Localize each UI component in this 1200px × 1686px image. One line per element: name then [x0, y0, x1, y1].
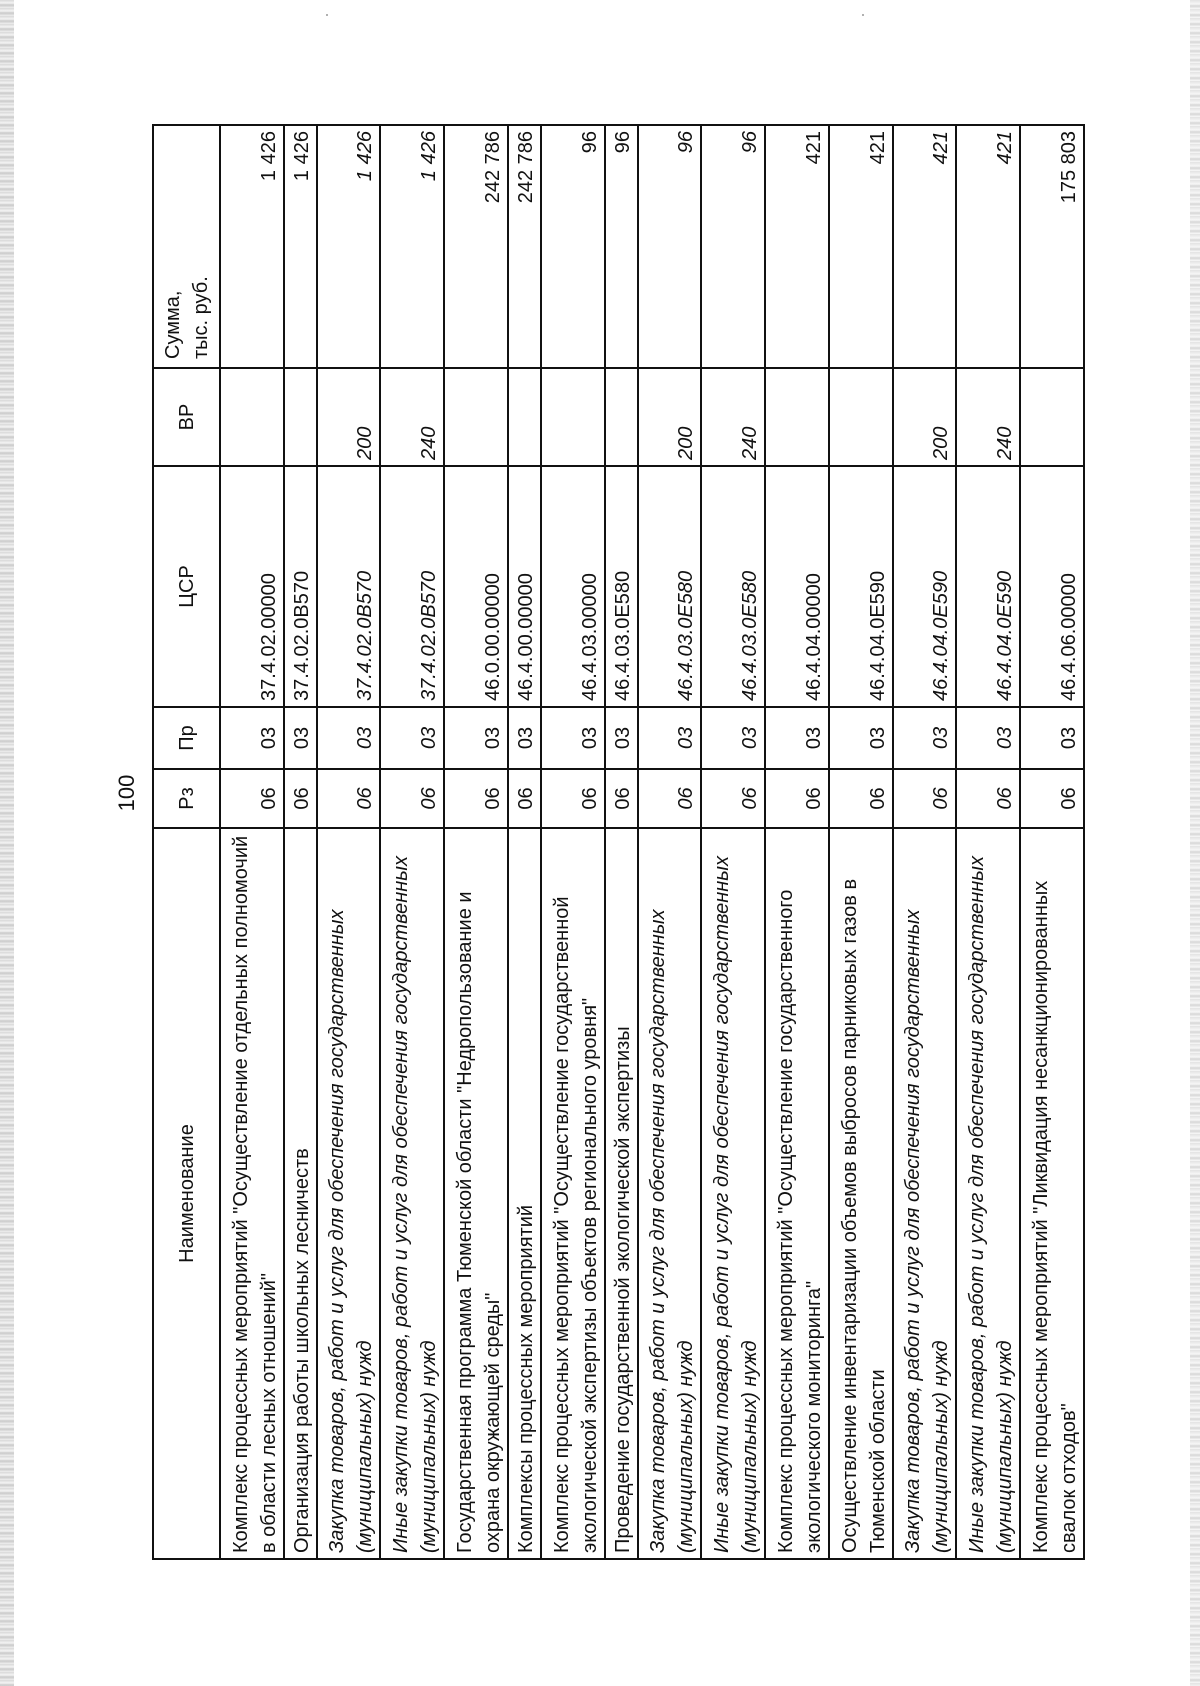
row-csr-cell: 46.0.00.00000 [444, 466, 508, 707]
table-body [220, 125, 1084, 1559]
row-csr-cell: 37.4.02.0В570 [317, 466, 381, 707]
scan-edge-left [0, 0, 14, 1686]
table-row [220, 125, 284, 1559]
row-name-cell: Иные закупки товаров, работ и услуг для обеспечения государственных (муниципальных) нужд [956, 828, 1020, 1559]
header-pr: Пр [153, 707, 220, 769]
table-row [380, 125, 444, 1559]
row-name-cell: Закупка товаров, работ и услуг для обеспечения государственных (муниципальных) нужд [893, 828, 957, 1559]
row-rz-cell: 06 [444, 769, 508, 828]
row-csr-cell: 46.4.00.00000 [508, 466, 541, 707]
row-rz-cell: 06 [605, 769, 638, 828]
table-row [317, 125, 381, 1559]
budget-table [152, 124, 1085, 1560]
row-name-cell: Закупка товаров, работ и услуг для обеспечения государственных (муниципальных) нужд [638, 828, 702, 1559]
row-pr-cell: 03 [956, 707, 1020, 769]
header-csr: ЦСР [153, 466, 220, 707]
row-vr-cell [220, 368, 284, 466]
row-vr-cell [1020, 368, 1084, 466]
header-rz: Рз [153, 769, 220, 828]
row-rz-cell: 06 [829, 769, 893, 828]
row-sum-cell: 421 [956, 125, 1020, 368]
row-name-cell: Комплексы процессных мероприятий [508, 828, 541, 1559]
row-name-cell: Государственная программа Тюменской области "Недропользование и охрана окружающей среды" [444, 828, 508, 1559]
row-sum-cell: 242 786 [508, 125, 541, 368]
row-rz-cell: 06 [638, 769, 702, 828]
header-sum-line2: тыс. руб. [189, 276, 212, 359]
row-sum-cell: 175 803 [1020, 125, 1084, 368]
row-vr-cell: 240 [701, 368, 765, 466]
row-sum-cell: 421 [765, 125, 829, 368]
table-row [701, 125, 765, 1559]
row-vr-cell: 240 [956, 368, 1020, 466]
page-number: 100 [114, 774, 139, 812]
row-csr-cell: 46.4.03.0Е580 [605, 466, 638, 707]
row-csr-cell: 37.4.02.0В570 [380, 466, 444, 707]
row-pr-cell: 03 [638, 707, 702, 769]
row-name-cell: Комплекс процессных мероприятий "Осуществление отдельных полномочий в области лесных отношений" [220, 828, 284, 1559]
row-pr-cell: 03 [829, 707, 893, 769]
scan-edge-right [1190, 0, 1200, 1686]
row-csr-cell: 46.4.03.00000 [541, 466, 605, 707]
row-sum-cell: 421 [893, 125, 957, 368]
row-name-cell: Осуществление инвентаризации объемов выбросов парниковых газов в Тюменской области [829, 828, 893, 1559]
row-vr-cell [508, 368, 541, 466]
row-vr-cell [284, 368, 317, 466]
row-pr-cell: 03 [317, 707, 381, 769]
header-vr: ВР [153, 368, 220, 466]
row-name-cell: Комплекс процессных мероприятий "Осуществление государственной экологической экспертизы объектов регионального уровня" [541, 828, 605, 1559]
row-sum-cell: 1 426 [284, 125, 317, 368]
row-vr-cell [765, 368, 829, 466]
row-csr-cell: 46.4.04.0Е590 [956, 466, 1020, 707]
row-sum-cell: 421 [829, 125, 893, 368]
header-sum-line1: Сумма, [161, 290, 184, 359]
row-sum-cell: 96 [701, 125, 765, 368]
row-csr-cell: 46.4.04.0Е590 [893, 466, 957, 707]
row-rz-cell: 06 [317, 769, 381, 828]
table-row [508, 125, 541, 1559]
row-vr-cell: 200 [317, 368, 381, 466]
row-pr-cell: 03 [380, 707, 444, 769]
table-row [956, 125, 1020, 1559]
table-row [893, 125, 957, 1559]
row-vr-cell [541, 368, 605, 466]
row-pr-cell: 03 [701, 707, 765, 769]
header-name: Наименование [153, 828, 220, 1559]
scan-speck [326, 14, 328, 16]
row-name-cell: Комплекс процессных мероприятий "Осуществление государственного экологического мониторинга" [765, 828, 829, 1559]
row-pr-cell: 03 [444, 707, 508, 769]
row-sum-cell: 1 426 [317, 125, 381, 368]
row-name-cell: Комплекс процессных мероприятий "Ликвидация несанкционированных свалок отходов" [1020, 828, 1084, 1559]
row-pr-cell: 03 [220, 707, 284, 769]
table-row [829, 125, 893, 1559]
row-name-cell: Организация работы школьных лесничеств [284, 828, 317, 1559]
row-csr-cell: 37.4.02.0В570 [284, 466, 317, 707]
row-csr-cell: 46.4.03.0Е580 [638, 466, 702, 707]
row-pr-cell: 03 [605, 707, 638, 769]
table-row [605, 125, 638, 1559]
row-pr-cell: 03 [541, 707, 605, 769]
row-sum-cell: 1 426 [220, 125, 284, 368]
row-rz-cell: 06 [508, 769, 541, 828]
row-rz-cell: 06 [893, 769, 957, 828]
row-rz-cell: 06 [220, 769, 284, 828]
table-row [284, 125, 317, 1559]
scan-speck [862, 14, 864, 16]
row-name-cell: Закупка товаров, работ и услуг для обеспечения государственных (муниципальных) нужд [317, 828, 381, 1559]
row-pr-cell: 03 [508, 707, 541, 769]
row-name-cell: Иные закупки товаров, работ и услуг для обеспечения государственных (муниципальных) нужд [380, 828, 444, 1559]
row-vr-cell [829, 368, 893, 466]
row-rz-cell: 06 [1020, 769, 1084, 828]
row-name-cell: Проведение государственной экологической экспертизы [605, 828, 638, 1559]
table-row [638, 125, 702, 1559]
row-pr-cell: 03 [284, 707, 317, 769]
row-csr-cell: 37.4.02.00000 [220, 466, 284, 707]
row-pr-cell: 03 [765, 707, 829, 769]
table-row [444, 125, 508, 1559]
row-sum-cell: 96 [638, 125, 702, 368]
row-vr-cell: 200 [638, 368, 702, 466]
row-name-cell: Иные закупки товаров, работ и услуг для обеспечения государственных (муниципальных) нужд [701, 828, 765, 1559]
row-sum-cell: 1 426 [380, 125, 444, 368]
row-rz-cell: 06 [956, 769, 1020, 828]
row-rz-cell: 06 [284, 769, 317, 828]
row-sum-cell: 96 [605, 125, 638, 368]
row-rz-cell: 06 [541, 769, 605, 828]
row-csr-cell: 46.4.04.0Е590 [829, 466, 893, 707]
table-header-row [153, 125, 220, 1559]
row-sum-cell: 242 786 [444, 125, 508, 368]
table-row [765, 125, 829, 1559]
row-rz-cell: 06 [380, 769, 444, 828]
table-row [1020, 125, 1084, 1559]
row-pr-cell: 03 [893, 707, 957, 769]
row-vr-cell [444, 368, 508, 466]
row-pr-cell: 03 [1020, 707, 1084, 769]
row-csr-cell: 46.4.04.00000 [765, 466, 829, 707]
row-sum-cell: 96 [541, 125, 605, 368]
rotated-page-content [152, 126, 1085, 1560]
row-rz-cell: 06 [701, 769, 765, 828]
row-csr-cell: 46.4.06.00000 [1020, 466, 1084, 707]
header-sum [153, 125, 220, 368]
row-vr-cell: 200 [893, 368, 957, 466]
table-row [541, 125, 605, 1559]
row-vr-cell [605, 368, 638, 466]
row-vr-cell: 240 [380, 368, 444, 466]
row-csr-cell: 46.4.03.0Е580 [701, 466, 765, 707]
row-rz-cell: 06 [765, 769, 829, 828]
